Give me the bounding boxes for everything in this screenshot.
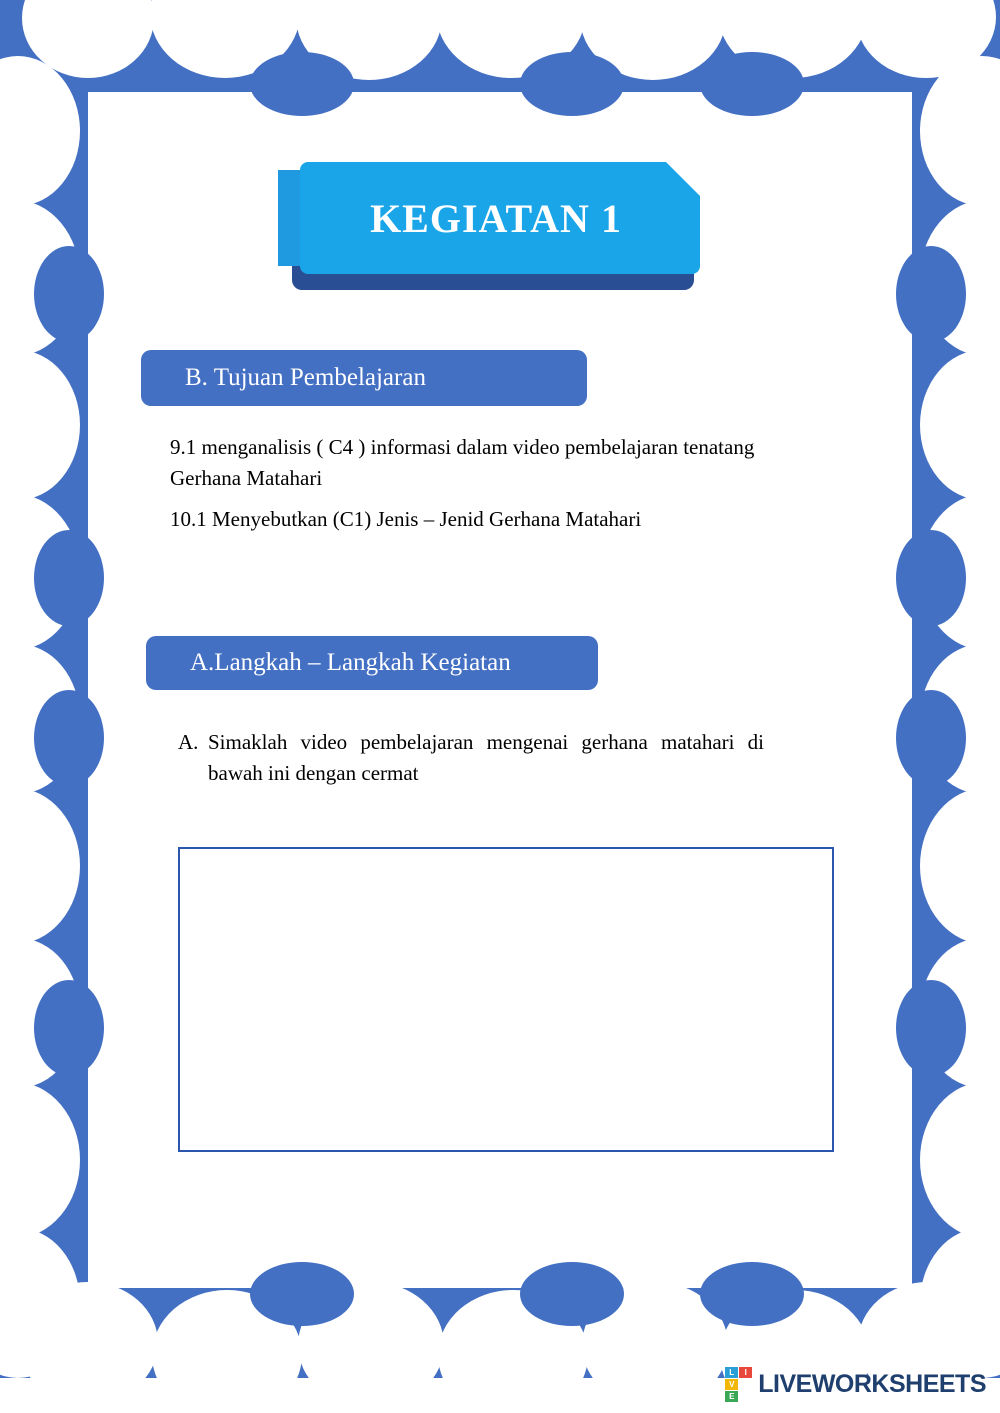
scallop-bump-icon	[0, 56, 80, 206]
logo-letter-v: V	[725, 1379, 738, 1390]
step-bullet-label: A.	[178, 730, 199, 754]
objective-item-1: 9.1 menganalisis ( C4 ) informasi dalam video pembelajaran tenatang Gerhana Matahari	[170, 435, 755, 490]
scallop-bump-icon	[700, 52, 804, 116]
liveworksheets-logo-icon	[725, 1367, 752, 1402]
section-heading-tujuan: B. Tujuan Pembelajaran	[141, 350, 587, 406]
liveworksheets-brand-text: LIVEWORKSHEETS	[758, 1369, 986, 1398]
logo-blank-cell	[739, 1391, 752, 1402]
scallop-bump-icon	[920, 350, 1000, 500]
step-instruction-text: Simaklah video pembelajaran mengenai gerhana matahari di bawah ini dengan cermat	[208, 730, 764, 785]
scallop-bump-icon	[0, 1082, 80, 1238]
video-embed-placeholder[interactable]	[178, 847, 834, 1152]
logo-letter-l: L	[725, 1367, 738, 1378]
scallop-bump-icon	[0, 788, 80, 944]
objective-item-2: 10.1 Menyebutkan (C1) Jenis – Jenid Gerhana Matahari	[170, 507, 642, 531]
scallop-bump-icon	[34, 690, 104, 786]
scallop-bump-icon	[896, 690, 966, 786]
scallop-bump-icon	[250, 52, 354, 116]
logo-letter-e: E	[725, 1391, 738, 1402]
scallop-bump-icon	[700, 1262, 804, 1326]
scallop-bump-icon	[920, 788, 1000, 944]
scallop-bump-icon	[34, 980, 104, 1076]
scallop-bump-icon	[520, 52, 624, 116]
section-heading-langkah: A.Langkah – Langkah Kegiatan	[146, 636, 598, 690]
scallop-bump-icon	[920, 1082, 1000, 1238]
liveworksheets-watermark	[725, 1367, 986, 1401]
scallop-bump-icon	[920, 56, 1000, 206]
scallop-bump-icon	[520, 1262, 624, 1326]
scallop-bump-icon	[896, 980, 966, 1076]
scallop-bump-icon	[250, 1262, 354, 1326]
title-banner	[278, 162, 714, 294]
logo-blank-cell	[739, 1379, 752, 1390]
scallop-bump-icon	[896, 246, 966, 342]
page-title: KEGIATAN 1	[370, 195, 622, 241]
scallop-bump-icon	[34, 530, 104, 626]
scallop-bump-icon	[34, 246, 104, 342]
scallop-bump-icon	[0, 350, 80, 500]
logo-letter-i: I	[739, 1367, 752, 1378]
scallop-bump-icon	[896, 530, 966, 626]
